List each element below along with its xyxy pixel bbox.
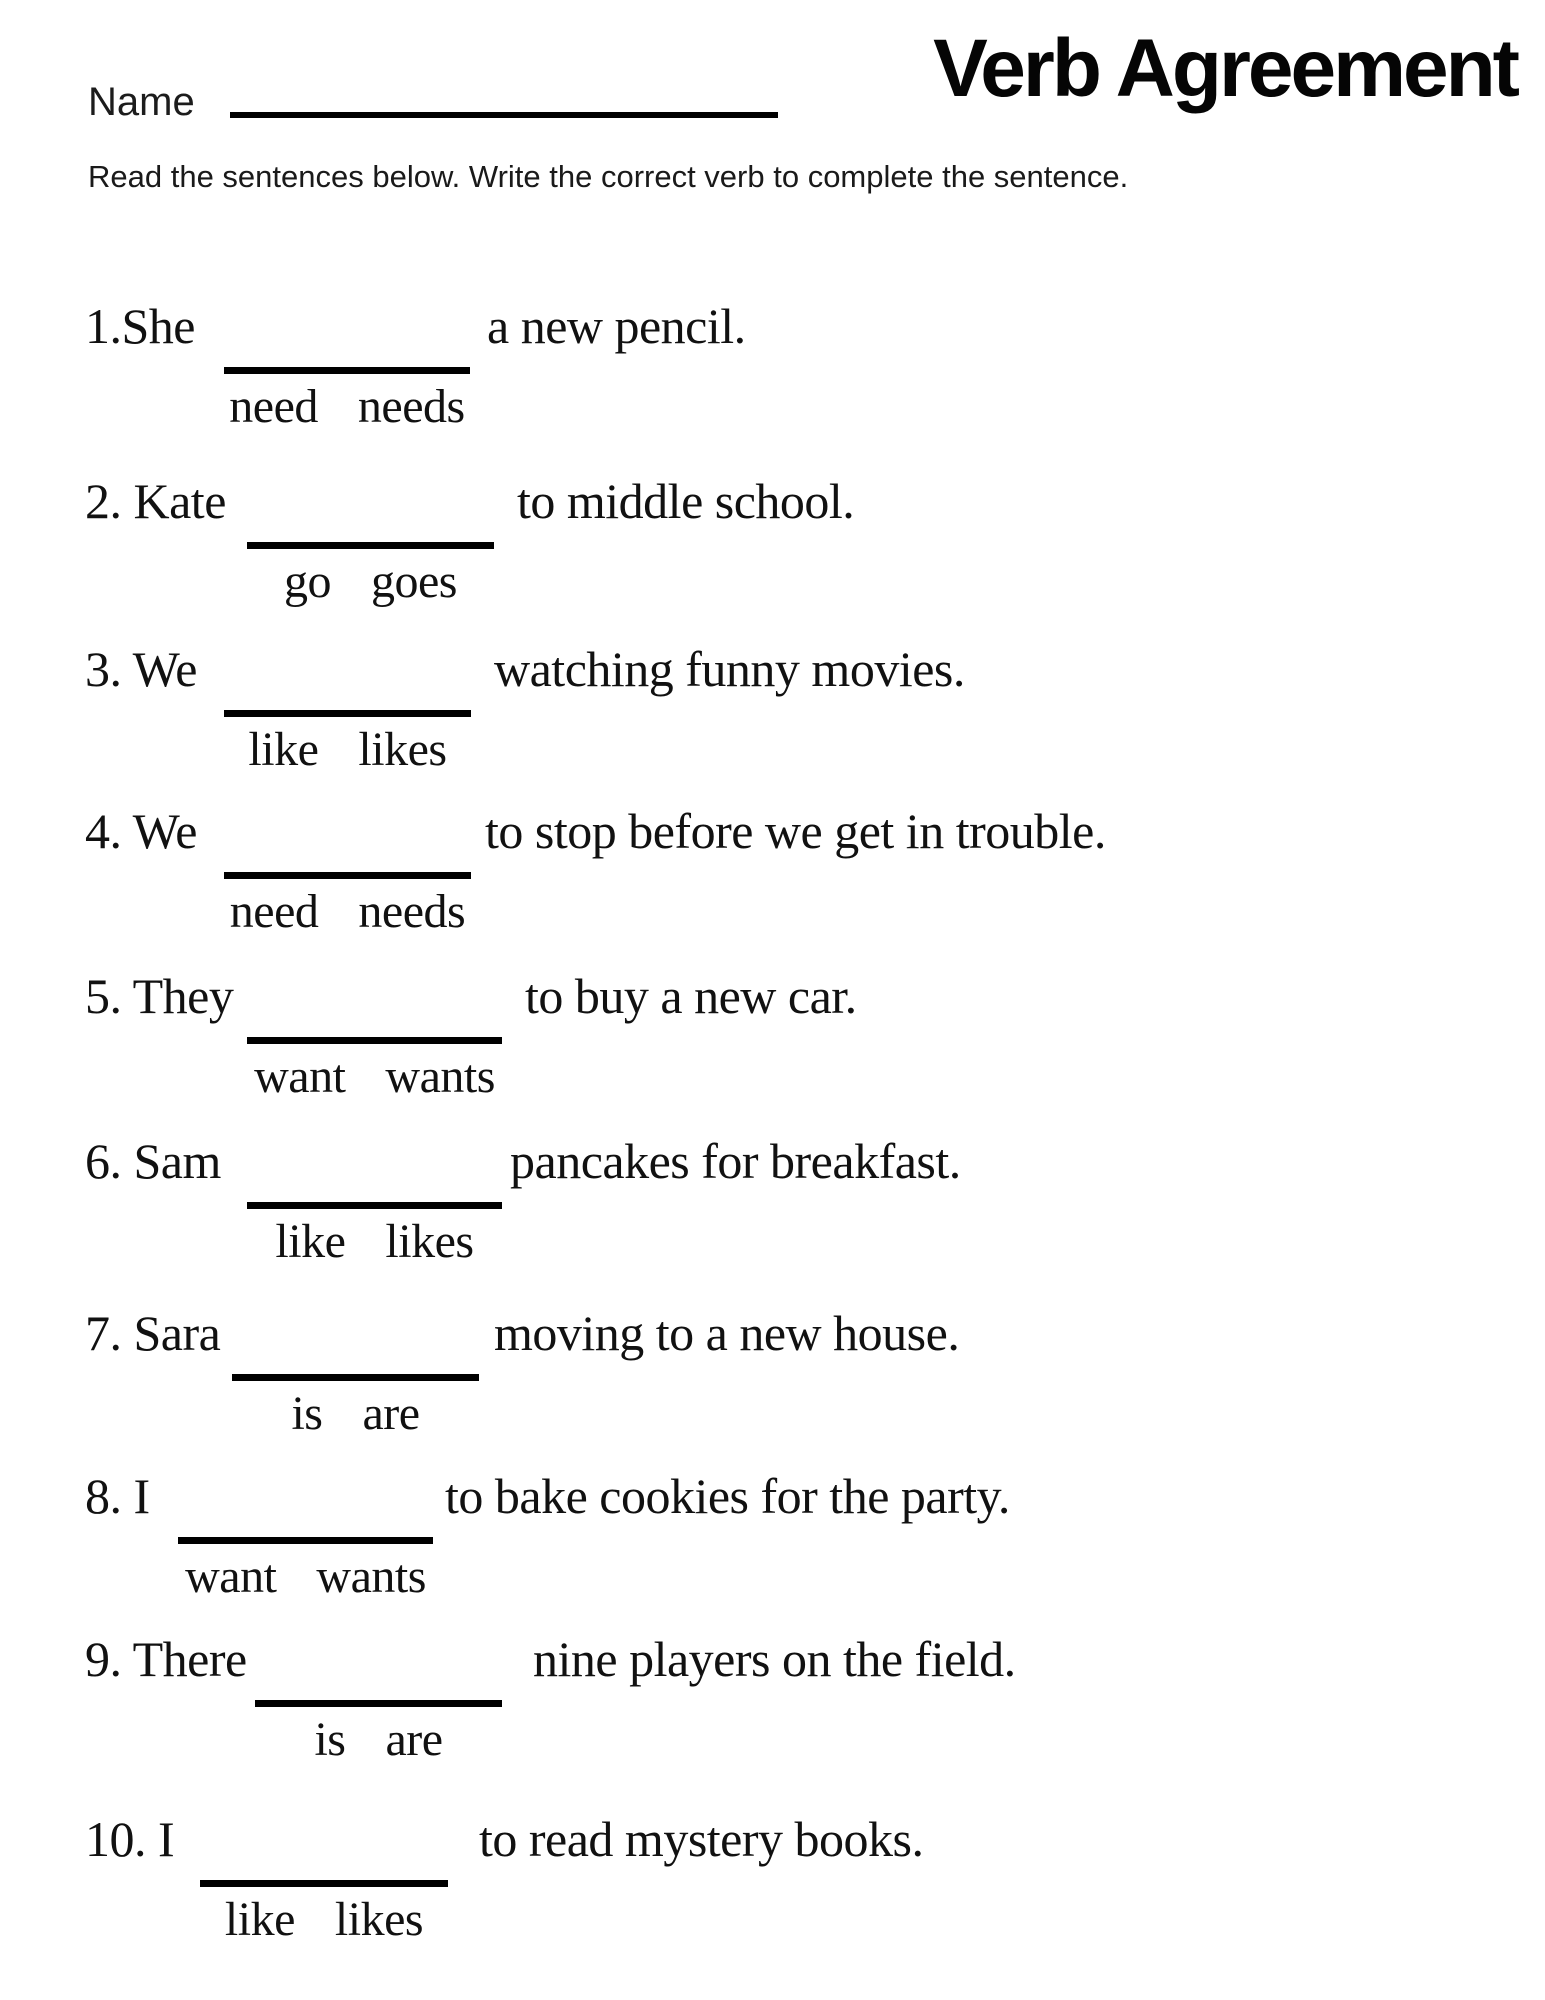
name-input-line[interactable]: [230, 112, 778, 118]
choice-option[interactable]: need: [229, 380, 318, 433]
question-1: [85, 298, 1515, 456]
choices: [247, 555, 494, 608]
choice-option[interactable]: likes: [358, 723, 447, 776]
choice-option[interactable]: want: [185, 1550, 277, 1603]
instructions-text: Read the sentences below. Write the correct verb to complete the sentence.: [88, 159, 1129, 194]
choice-option[interactable]: is: [291, 1387, 323, 1440]
question-text: 5. They: [85, 968, 234, 1024]
answer-blank[interactable]: [247, 1037, 502, 1044]
question-text-after: to buy a new car.: [525, 968, 857, 1024]
question-text-after: to read mystery books.: [479, 1811, 924, 1867]
question-text-after: pancakes for breakfast.: [510, 1133, 961, 1189]
choice-option[interactable]: are: [385, 1713, 443, 1766]
question-6: [85, 1133, 1515, 1291]
page-title: Verb Agreement: [933, 23, 1517, 114]
question-text: 4. We: [85, 803, 197, 859]
choice-option[interactable]: want: [254, 1050, 346, 1103]
choices: [247, 1050, 502, 1103]
question-text: 9. There: [85, 1631, 247, 1687]
question-3: [85, 641, 1515, 799]
choice-option[interactable]: likes: [334, 1893, 424, 1946]
choice-option[interactable]: go: [284, 555, 331, 608]
question-text-after: moving to a new house.: [494, 1305, 960, 1361]
question-text: 7. Sara: [85, 1305, 221, 1361]
answer-blank[interactable]: [224, 367, 470, 374]
choices: [224, 885, 471, 938]
answer-blank[interactable]: [255, 1700, 502, 1707]
choices: [224, 723, 471, 776]
question-text-after: to stop before we get in trouble.: [485, 803, 1106, 859]
answer-blank[interactable]: [247, 1202, 502, 1209]
choices: [178, 1550, 433, 1603]
choice-option[interactable]: like: [224, 1893, 295, 1946]
answer-blank[interactable]: [224, 872, 471, 879]
choices: [232, 1387, 479, 1440]
question-text-after: nine players on the field.: [533, 1631, 1016, 1687]
question-text: 3. We: [85, 641, 197, 697]
question-2: [85, 473, 1515, 631]
choice-option[interactable]: needs: [357, 380, 465, 433]
question-4: [85, 803, 1515, 961]
question-7: [85, 1305, 1515, 1463]
answer-blank[interactable]: [224, 710, 471, 717]
question-text-after: to middle school.: [517, 473, 855, 529]
choices: [255, 1713, 502, 1766]
choice-option[interactable]: is: [314, 1713, 346, 1766]
question-5: [85, 968, 1515, 1126]
question-text: 1.She: [85, 298, 195, 354]
choice-option[interactable]: like: [275, 1215, 346, 1268]
question-text: 6. Sam: [85, 1133, 221, 1189]
choice-option[interactable]: are: [362, 1387, 420, 1440]
question-8: [85, 1468, 1515, 1626]
choices: [224, 380, 470, 433]
choices: [247, 1215, 502, 1268]
choice-option[interactable]: wants: [385, 1050, 495, 1103]
answer-blank[interactable]: [247, 542, 494, 549]
answer-blank[interactable]: [178, 1537, 433, 1544]
choice-option[interactable]: like: [248, 723, 319, 776]
question-text-after: a new pencil.: [487, 298, 746, 354]
name-label: Name: [88, 80, 195, 124]
choice-option[interactable]: goes: [371, 555, 457, 608]
question-text: 8. I: [85, 1468, 150, 1524]
question-10: [85, 1811, 1515, 1969]
question-9: [85, 1631, 1515, 1789]
question-text-after: to bake cookies for the party.: [445, 1468, 1010, 1524]
answer-blank[interactable]: [232, 1374, 479, 1381]
question-text: 10. I: [85, 1811, 175, 1867]
choice-option[interactable]: need: [229, 885, 319, 938]
choice-option[interactable]: wants: [316, 1550, 426, 1603]
choice-option[interactable]: needs: [358, 885, 466, 938]
choices: [200, 1893, 448, 1946]
question-text: 2. Kate: [85, 473, 226, 529]
choice-option[interactable]: likes: [385, 1215, 474, 1268]
question-text-after: watching funny movies.: [494, 641, 965, 697]
answer-blank[interactable]: [200, 1880, 448, 1887]
